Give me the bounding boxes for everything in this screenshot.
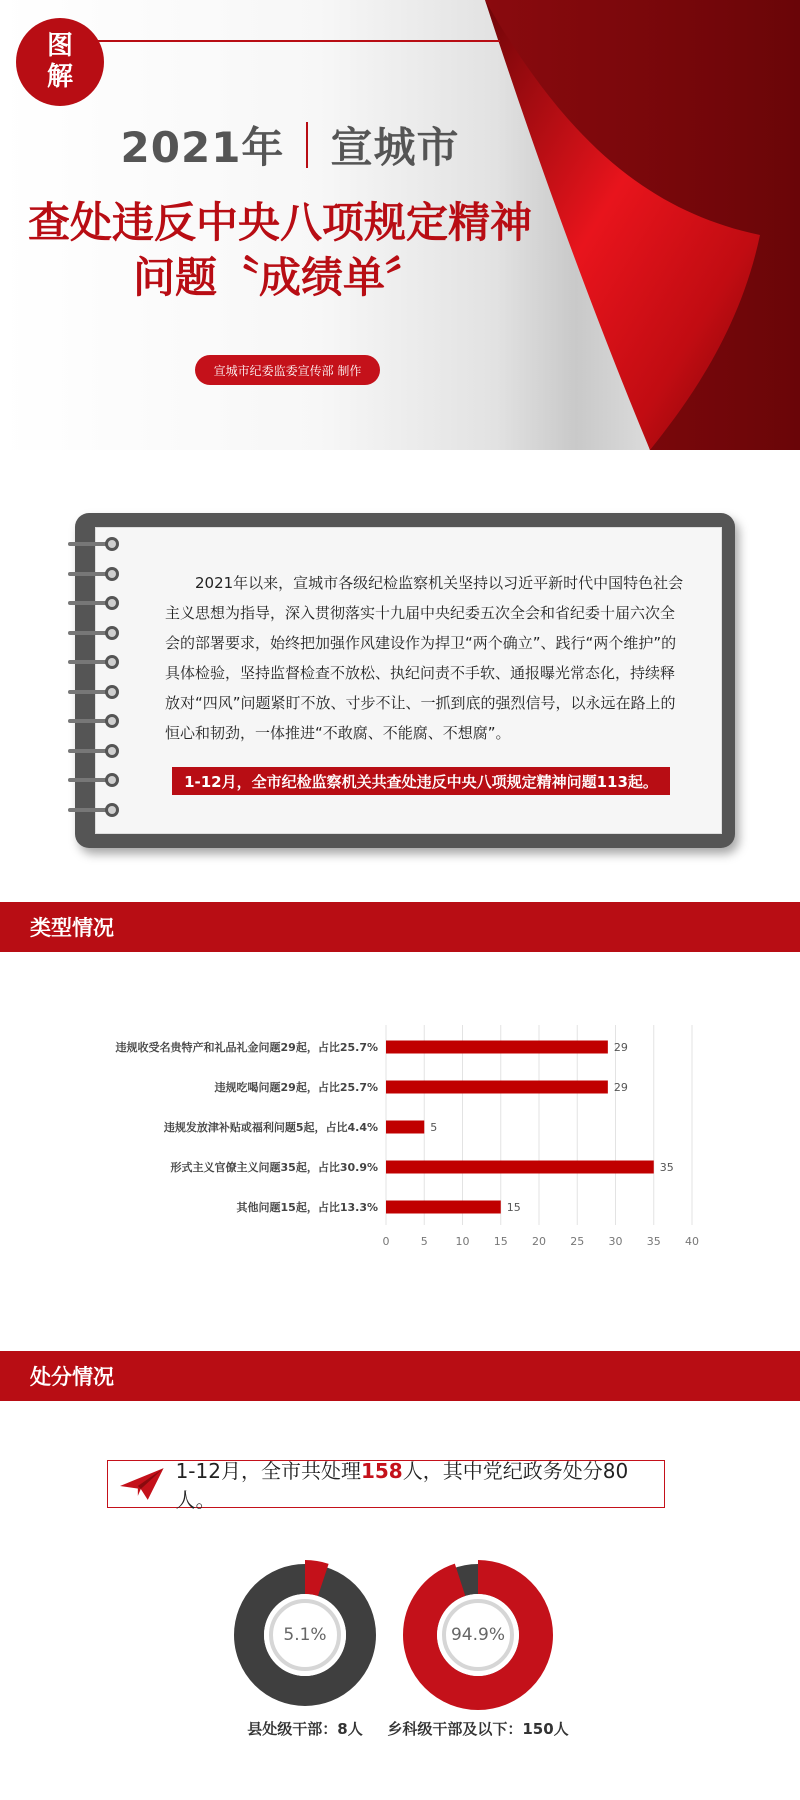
section-title-type: 类型情况 — [0, 902, 800, 952]
data-label: 29 — [613, 1041, 628, 1054]
category-label: 违规发放津补贴或福利问题5起，占比4.4% — [163, 1121, 378, 1134]
bar — [386, 1081, 608, 1094]
x-tick-label: 20 — [532, 1235, 546, 1248]
summary-text — [176, 1455, 664, 1513]
section-title-punish: 处分情况 — [0, 1351, 800, 1401]
x-tick-label: 40 — [685, 1235, 699, 1248]
title-main: 查处违反中央八项规定精神 — [27, 198, 532, 247]
title-year: 2021年 — [120, 123, 285, 172]
data-label: 5 — [430, 1121, 438, 1134]
bar — [386, 1161, 654, 1174]
donut-township-label: 乡科级干部及以下：150人 — [387, 1720, 569, 1738]
x-tick-label: 5 — [420, 1235, 428, 1248]
maker-credit: 宣城市纪委监委宣传部 制作 — [195, 355, 380, 385]
bar — [386, 1121, 424, 1134]
title-sub: 问题〝成绩单〞 — [132, 253, 427, 302]
x-tick-label: 10 — [455, 1235, 470, 1248]
badge-char-2: 解 — [46, 62, 73, 92]
summary-prefix: 1-12月，全市共处理 — [175, 1459, 361, 1483]
intro-paragraph: 2021年以来，宣城市各级纪检监察机关坚持以习近平新时代中国特色社会主义思想为指导，深入贯彻落实十九届中央纪委五次全会和省纪委十届六次全会的部署要求，始终把加强作风建设作为捍卫“两个确立”、践行“两个维护”的具体检验，坚持监督检查不放松、执纪问责不手软、通报曝光常态化，持续释放对“四风”问题紧盯不放、寸步不让、一抓到底的强烈信号，以永远在路上的恒心和韧劲，一体推进“不敢腐、不能腐、不想腐”。 — [165, 574, 684, 742]
x-tick-label: 35 — [646, 1235, 661, 1248]
donut-township-pct: 94.9% — [450, 1625, 505, 1645]
category-label: 其他问题15起，占比13.3% — [236, 1201, 378, 1214]
data-label: 35 — [659, 1161, 674, 1174]
spiral-ring-icon — [68, 566, 122, 582]
donut-county-level — [230, 1560, 380, 1710]
header-rule — [60, 40, 500, 42]
type-bar-chart — [0, 1010, 800, 1280]
data-label: 15 — [506, 1201, 521, 1214]
x-tick-label: 15 — [493, 1235, 508, 1248]
category-label: 形式主义官僚主义问题35起，占比30.9% — [170, 1161, 378, 1174]
summary-box — [107, 1459, 665, 1512]
x-tick-label: 25 — [570, 1235, 585, 1248]
spiral-ring-icon — [68, 772, 122, 788]
spiral-ring-icon — [68, 713, 122, 729]
summary-suffix: 人，其中党纪政务处分80人。 — [175, 1459, 629, 1512]
spiral-ring-icon — [68, 536, 122, 552]
paper-plane-icon — [118, 1464, 168, 1504]
header-banner — [0, 0, 800, 450]
category-label: 违规收受名贵特产和礼品礼金问题29起，占比25.7% — [115, 1041, 378, 1054]
donut-county-pct: 5.1% — [283, 1625, 327, 1645]
x-tick-label: 30 — [608, 1235, 623, 1248]
spiral-ring-icon — [68, 595, 122, 611]
intro-highlight: 1-12月，全市纪检监察机关共查处违反中央八项规定精神问题113起。 — [172, 767, 670, 795]
title-year-city — [110, 115, 470, 175]
spiral-ring-icon — [68, 654, 122, 670]
x-tick-label: 0 — [382, 1235, 390, 1248]
spiral-ring-icon — [68, 802, 122, 818]
badge-char-1: 图 — [46, 31, 73, 61]
spiral-ring-icon — [68, 684, 122, 700]
spiral-ring-icon — [68, 625, 122, 641]
donut-township-level — [403, 1560, 553, 1710]
bar — [386, 1041, 608, 1054]
title-city: 宣城市 — [330, 123, 460, 172]
title-divider — [306, 122, 308, 168]
donut-county-label: 县处级干部：8人 — [247, 1720, 363, 1738]
data-label: 29 — [613, 1081, 628, 1094]
tujie-badge — [16, 18, 104, 106]
category-label: 违规吃喝问题29起，占比25.7% — [214, 1081, 378, 1094]
bar — [386, 1201, 501, 1214]
spiral-ring-icon — [68, 743, 122, 759]
summary-number: 158 — [360, 1459, 403, 1483]
